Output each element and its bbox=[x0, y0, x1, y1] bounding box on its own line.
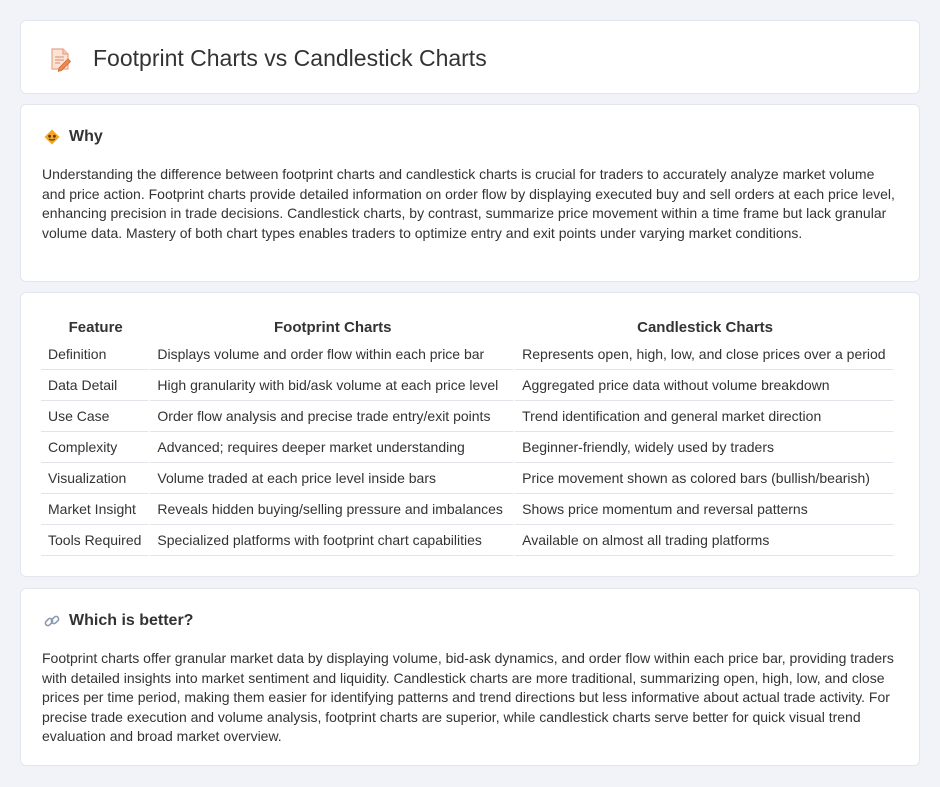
candlestick-cell: Represents open, high, low, and close prices over a period bbox=[515, 339, 895, 370]
candlestick-cell: Available on almost all trading platforms bbox=[515, 525, 895, 556]
better-heading bbox=[43, 612, 193, 630]
better-text: Footprint charts offer granular market data by displaying volume, bid-ask dynamics, and order flow within each price bar, providing traders with detailed insights into market sentiment and liquidity. Candlestick charts are more traditional, summarizing open, high, low, and close prices per time period, making them easier for identifying patterns and trend directions but less informative about actual trade activity. For precise trade execution and volume analysis, footprint charts are superior, while candlestick charts serve better for quick visual trend evaluation and broad market overview. bbox=[42, 650, 894, 745]
footprint-cell: Order flow analysis and precise trade entry/exit points bbox=[150, 401, 515, 432]
feature-cell: Use Case bbox=[41, 401, 150, 432]
comparison-table bbox=[41, 315, 895, 556]
page-title: Footprint Charts vs Candlestick Charts bbox=[93, 45, 487, 71]
candlestick-cell: Beginner-friendly, widely used by traders bbox=[515, 432, 895, 463]
link-icon bbox=[43, 612, 61, 630]
footprint-cell: Advanced; requires deeper market understanding bbox=[150, 432, 515, 463]
feature-cell: Data Detail bbox=[41, 370, 150, 401]
which-is-better-section bbox=[20, 588, 920, 766]
table-row bbox=[41, 370, 895, 401]
table-row bbox=[41, 525, 895, 556]
header-card bbox=[20, 20, 920, 94]
candlestick-cell: Trend identification and general market direction bbox=[515, 401, 895, 432]
why-section bbox=[20, 104, 920, 282]
footprint-cell: Displays volume and order flow within each price bar bbox=[150, 339, 515, 370]
column-header-candlestick: Candlestick Charts bbox=[637, 318, 774, 336]
document-pencil-icon bbox=[47, 46, 73, 72]
better-title: Which is better? bbox=[69, 612, 194, 629]
candlestick-cell: Shows price momentum and reversal patterns bbox=[515, 494, 895, 525]
candlestick-cell: Price movement shown as colored bars (bullish/bearish) bbox=[515, 463, 895, 494]
table-row bbox=[41, 494, 895, 525]
feature-cell: Market Insight bbox=[41, 494, 150, 525]
footprint-cell: Specialized platforms with footprint chart capabilities bbox=[150, 525, 515, 556]
footprint-cell: Reveals hidden buying/selling pressure and imbalances bbox=[150, 494, 515, 525]
why-text: Understanding the difference between footprint charts and candlestick charts is crucial for traders to accurately analyze market volume and price action. Footprint charts provide detailed information on order flow by displaying executed buy and sell orders at each price level, enhancing precision in trade decisions. Candlestick charts, by contrast, summarize price movement within a time frame but lack granular volume data. Mastery of both chart types enables traders to optimize entry and exit points under varying market conditions. bbox=[42, 166, 895, 241]
column-header-feature: Feature bbox=[68, 318, 123, 336]
feature-cell: Tools Required bbox=[41, 525, 150, 556]
comparison-section bbox=[20, 292, 920, 577]
footprint-cell: Volume traded at each price level inside bars bbox=[150, 463, 515, 494]
feature-cell: Visualization bbox=[41, 463, 150, 494]
lightbulb-icon bbox=[43, 128, 61, 146]
candlestick-cell: Aggregated price data without volume breakdown bbox=[515, 370, 895, 401]
table-row bbox=[41, 401, 895, 432]
table-row bbox=[41, 463, 895, 494]
title-row bbox=[47, 45, 487, 72]
feature-cell: Definition bbox=[41, 339, 150, 370]
column-header-footprint: Footprint Charts bbox=[274, 318, 392, 336]
table-row bbox=[41, 339, 895, 370]
why-title: Why bbox=[69, 128, 103, 145]
feature-cell: Complexity bbox=[41, 432, 150, 463]
why-heading bbox=[43, 128, 103, 146]
footprint-cell: High granularity with bid/ask volume at each price level bbox=[150, 370, 515, 401]
table-header-row bbox=[41, 315, 895, 339]
table-row bbox=[41, 432, 895, 463]
